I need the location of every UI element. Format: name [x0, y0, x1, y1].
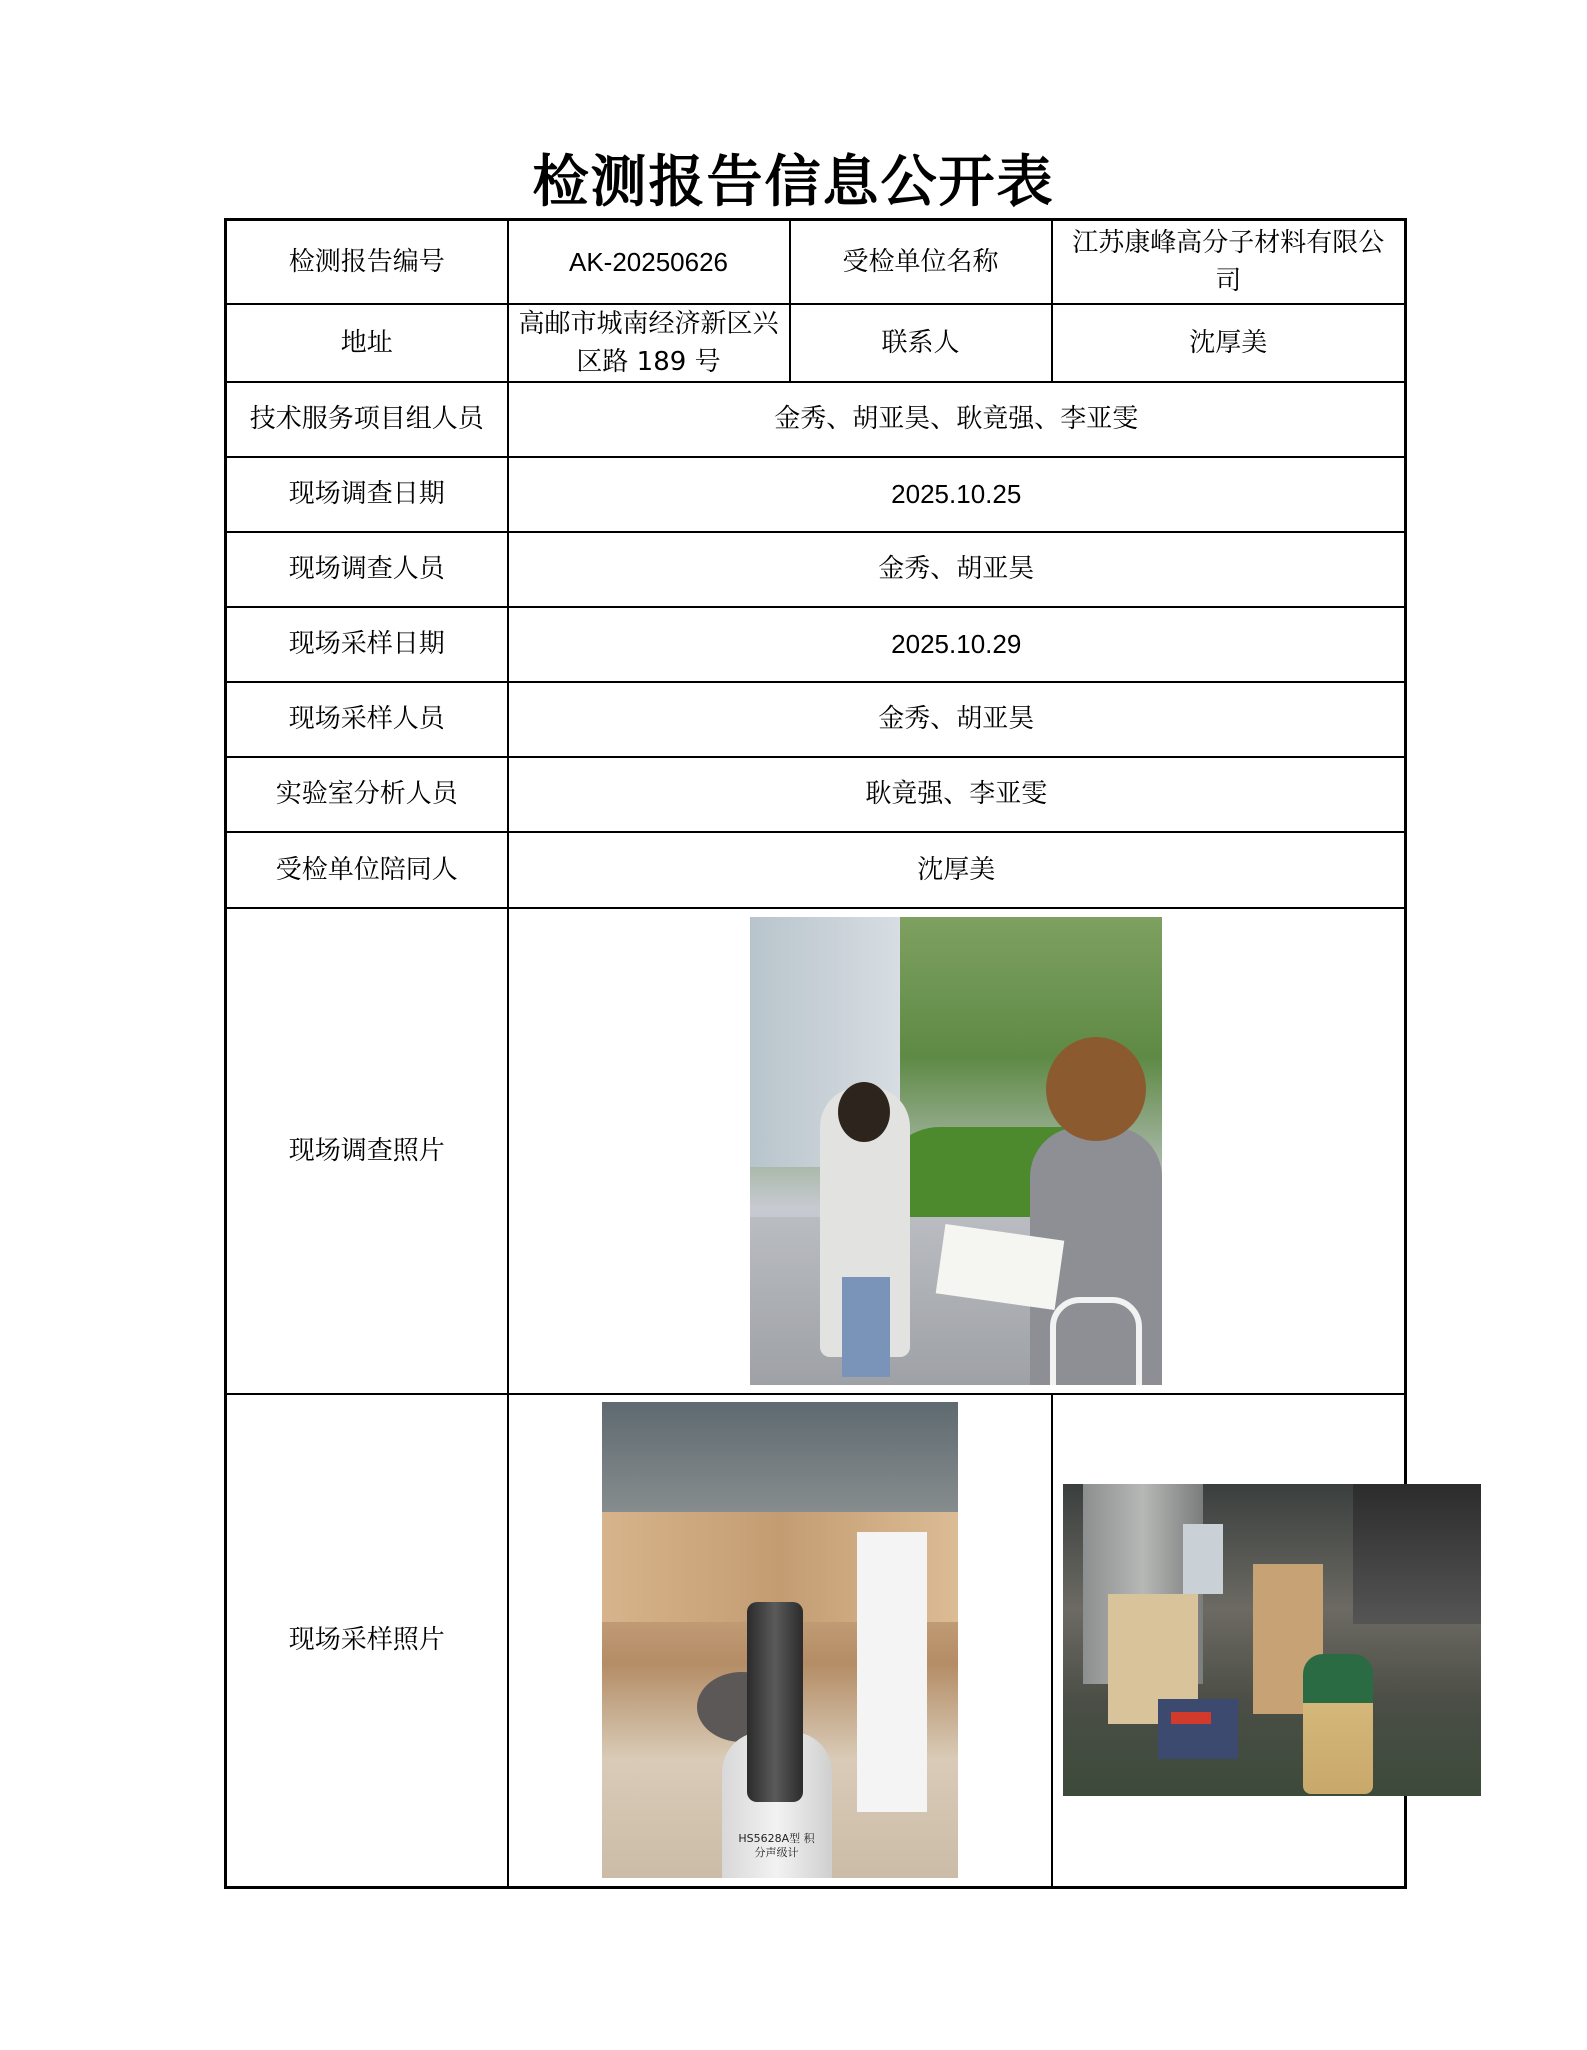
survey-photo-label: 现场调查照片 — [226, 908, 508, 1394]
table-row — [226, 532, 1406, 607]
sampling-photo-cell-2 — [1052, 1394, 1406, 1888]
report-info-table — [224, 218, 1407, 1889]
sampling-date-value: 2025.10.29 — [508, 607, 1406, 682]
lab-staff-label: 实验室分析人员 — [226, 757, 508, 832]
table-row — [226, 682, 1406, 757]
survey-photo — [750, 917, 1162, 1385]
escort-value: 沈厚美 — [508, 832, 1406, 908]
sampling-photo-sound-meter — [602, 1402, 958, 1878]
sampling-photo-label: 现场采样照片 — [226, 1394, 508, 1888]
survey-date-value: 2025.10.25 — [508, 457, 1406, 532]
page-title: 检测报告信息公开表 — [532, 149, 1055, 215]
table-row — [226, 757, 1406, 832]
report-no-label: 检测报告编号 — [226, 220, 508, 304]
table-row — [226, 382, 1406, 457]
survey-date-label: 现场调查日期 — [226, 457, 508, 532]
sampling-staff-label: 现场采样人员 — [226, 682, 508, 757]
escort-label: 受检单位陪同人 — [226, 832, 508, 908]
survey-staff-label: 现场调查人员 — [226, 532, 508, 607]
table-row — [226, 457, 1406, 532]
table-row — [226, 908, 1406, 1394]
survey-staff-value: 金秀、胡亚昊 — [508, 532, 1406, 607]
unit-name-value: 江苏康峰高分子材料有限公司 — [1052, 220, 1406, 304]
unit-name-label: 受检单位名称 — [790, 220, 1052, 304]
lab-staff-value: 耿竟强、李亚雯 — [508, 757, 1406, 832]
sampling-staff-value: 金秀、胡亚昊 — [508, 682, 1406, 757]
contact-label: 联系人 — [790, 304, 1052, 382]
address-label: 地址 — [226, 304, 508, 382]
meter-model-text: HS5628A型 积分声级计 — [738, 1832, 815, 1860]
table-row — [226, 220, 1406, 304]
sampling-photo-packing-machine — [1063, 1484, 1481, 1796]
sampling-photo-cell-1 — [508, 1394, 1052, 1888]
team-label: 技术服务项目组人员 — [226, 382, 508, 457]
table-row — [226, 1394, 1406, 1888]
contact-value: 沈厚美 — [1052, 304, 1406, 382]
report-no-value: AK-20250626 — [508, 220, 790, 304]
address-value: 高邮市城南经济新区兴区路 189 号 — [508, 304, 790, 382]
table-row — [226, 607, 1406, 682]
table-row — [226, 832, 1406, 908]
team-value: 金秀、胡亚昊、耿竟强、李亚雯 — [508, 382, 1406, 457]
survey-photo-cell — [508, 908, 1406, 1394]
table-row — [226, 304, 1406, 382]
sampling-date-label: 现场采样日期 — [226, 607, 508, 682]
